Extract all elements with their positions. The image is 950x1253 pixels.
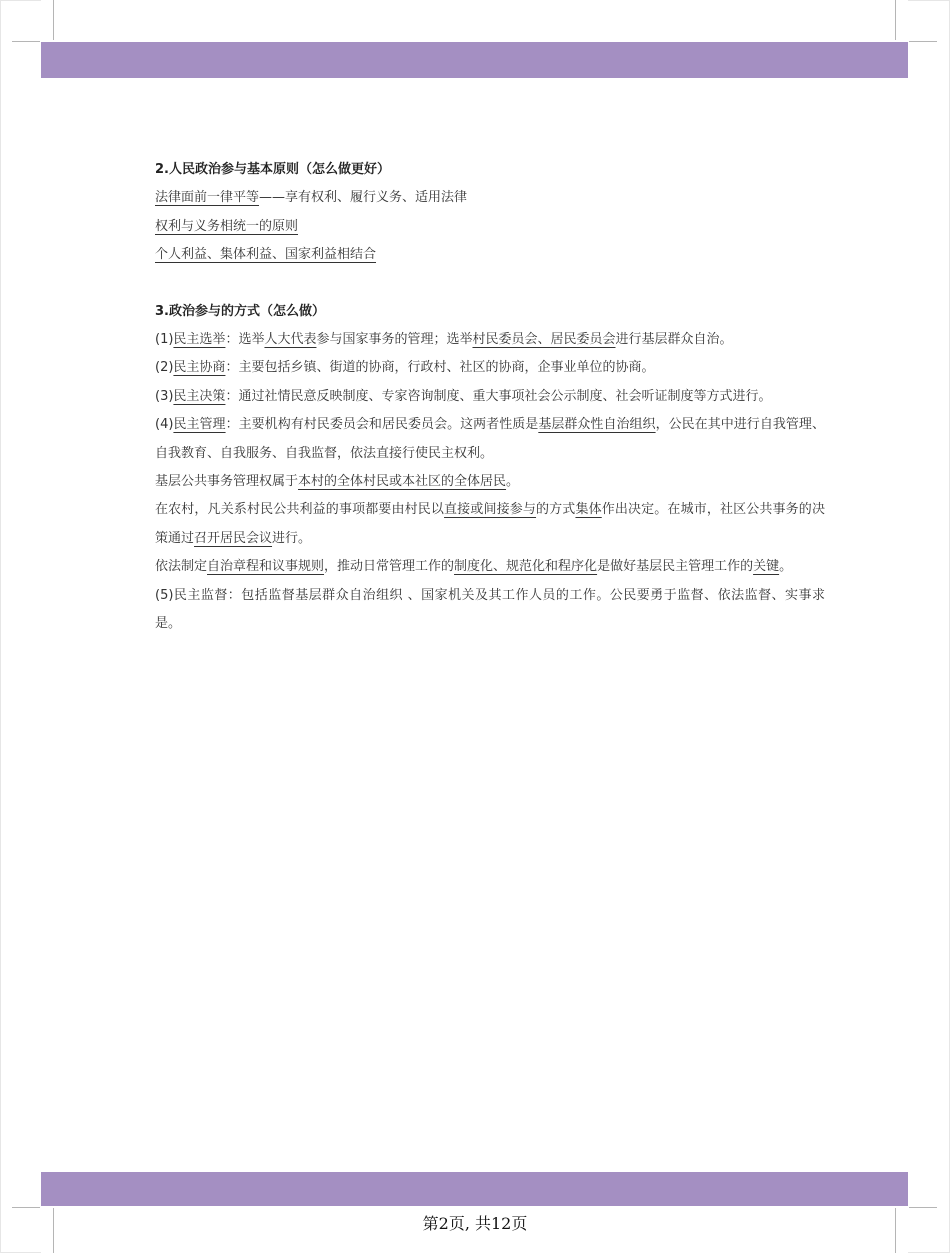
underlined-term: 人大代表: [264, 332, 317, 348]
paragraph-democratic-supervision: [155, 582, 825, 639]
line-text: 。: [779, 559, 793, 575]
crop-mark: [895, 0, 896, 40]
line-text: ：主要包括乡镇、街道的协商，行政村、社区的协商，企事业单位的协商。: [225, 360, 655, 376]
underlined-term: 权利与义务相统一的原则: [155, 218, 299, 234]
crop-mark: [53, 0, 54, 40]
page-number: 第2页, 共12页: [422, 1214, 528, 1233]
paragraph-management-right: [155, 468, 825, 496]
crop-mark: [12, 41, 40, 42]
section-gap: [155, 270, 825, 298]
line-text: 作出决定。在城市，社区公共事务的决策通过: [155, 502, 825, 546]
section2-line3: [155, 241, 825, 269]
underlined-term: 民主决策: [173, 388, 226, 404]
item-number: (4): [155, 417, 174, 433]
section2-line1: [155, 184, 825, 212]
crop-mark: [12, 1207, 40, 1208]
crop-mark: [909, 41, 937, 42]
underlined-term: 民主选举: [173, 332, 226, 348]
footer-band: [41, 1172, 908, 1206]
crop-mark: [909, 1207, 937, 1208]
underlined-term: 本村的全体村民或本社区的全体居民: [298, 474, 507, 490]
line-text: 在农村，凡关系村民公共利益的事项都要由村民以: [155, 502, 445, 518]
paragraph-democratic-consultation: [155, 354, 825, 382]
paragraph-democratic-decision: [155, 383, 825, 411]
underlined-term: 召开居民会议: [194, 530, 273, 546]
line-text: ：通过社情民意反映制度、专家咨询制度、重大事项社会公示制度、社会听证制度等方式进行。: [225, 388, 772, 404]
item-number: (2): [155, 360, 174, 376]
item-number: (1): [155, 332, 174, 348]
section3-heading: 3.政治参与的方式（怎么做）: [155, 303, 325, 319]
section2-line2: [155, 213, 825, 241]
underlined-term: 村民委员会、居民委员会: [472, 332, 616, 348]
underlined-term: 个人利益、集体利益、国家利益相结合: [155, 247, 377, 263]
underlined-term: 法律面前一律平等: [155, 190, 260, 206]
paragraph-rural-urban: [155, 496, 825, 553]
underlined-term: 直接或间接参与: [444, 502, 537, 518]
underlined-term: 民主管理: [173, 417, 226, 433]
underlined-term: 关键: [753, 559, 780, 575]
item-number: (3): [155, 388, 174, 404]
paragraph-democratic-management: [155, 411, 825, 468]
underlined-term: 基层群众性自治组织: [538, 417, 656, 433]
line-text: 是做好基层民主管理工作的: [597, 559, 754, 575]
underlined-term: 集体: [575, 502, 602, 518]
line-text: 。: [506, 474, 520, 490]
section2-heading: 2.人民政治参与基本原则（怎么做更好）: [155, 162, 390, 177]
underlined-term: 制度化、规范化和程序化: [454, 559, 598, 575]
line-text: 依法制定: [155, 559, 208, 575]
line-text: 进行基层群众自治。: [615, 332, 733, 348]
underlined-term: 自治章程和议事规则: [207, 559, 325, 575]
line-text: 进行。: [272, 530, 312, 546]
line-text: (5)民主监督：包括监督基层群众自治组织 、国家机关及其工作人员的工作。公民要勇于监督、依法监督、实事求是。: [155, 587, 825, 632]
line-text: 的方式: [536, 502, 576, 518]
paragraph-self-governance-rules: [155, 553, 825, 581]
line-text: 参与国家事务的管理；选举: [316, 332, 473, 348]
line-text: ，公民在其中进行自我管理、自我教育、自我服务、自我监督，依法直接行使民主权利。: [155, 417, 825, 461]
line-text: ：选举: [225, 332, 265, 348]
paragraph-democratic-election: [155, 326, 825, 354]
document-body: [155, 156, 825, 639]
underlined-term: 民主协商: [173, 360, 226, 376]
line-text: 基层公共事务管理权属于: [155, 474, 299, 490]
line-text: ：主要机构有村民委员会和居民委员会。这两者性质是: [225, 417, 539, 433]
line-text: ——享有权利、履行义务、适用法律: [259, 190, 468, 206]
header-band: [41, 42, 908, 78]
line-text: ，推动日常管理工作的: [324, 559, 455, 575]
